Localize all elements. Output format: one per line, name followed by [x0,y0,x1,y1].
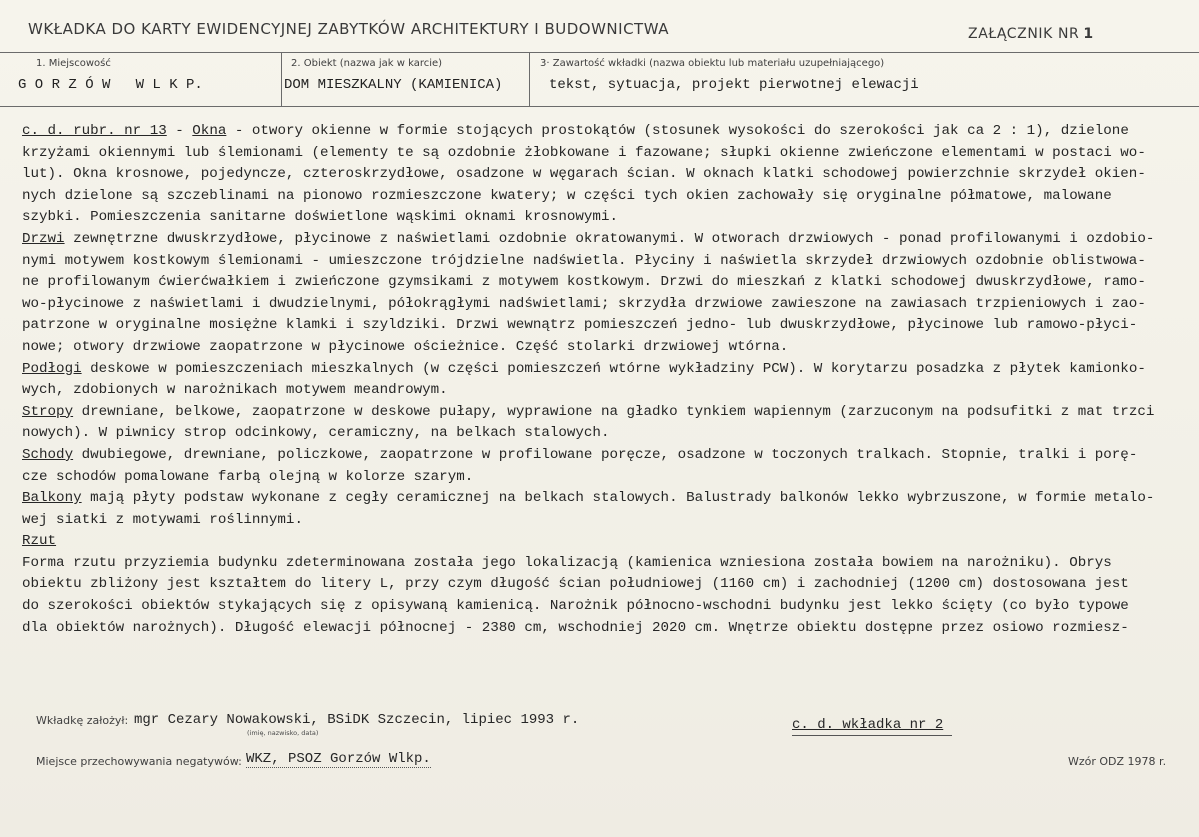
heading-podlogi: Podłogi [22,360,82,377]
object-label: 2. Obiekt (nazwa jak w karcie) [291,58,443,69]
field-divider-2 [529,52,530,106]
dash: - [166,123,193,139]
text-line: wej siatki z motywami roślinnymi. [22,511,303,528]
author-value: mgr Cezary Nowakowski, BSiDK Szczecin, lipiec 1993 r. [134,712,580,728]
form-title: WKŁADKA DO KARTY EWIDENCYJNEJ ZABYTKÓW ARCHITEKTURY I BUDOWNICTWA [28,20,669,38]
text-line: nymi motywem kostkowym ślemionami - umieszczone trójdzielne nadświetla. Płyciny i naświetla skrzydeł drzwiowych ozdobnie oblistwowa- [22,252,1146,269]
heading-stropy: Stropy [22,403,74,420]
annex-value: 1 [1083,26,1094,42]
text-line: ne profilowanym ćwierćwałkiem i zwieńczone gzymsikami z motywem kostkowym. Drzwi do mieszkań z klatki schodowej dwuskrzydłowe, ramo- [22,274,1146,291]
continuation-text: c. d. wkładka nr 2 [792,717,944,733]
text-line: szybki. Pomieszczenia sanitarne doświetlone wąskimi oknami krosnowymi. [22,209,618,226]
text-line [22,402,1182,424]
locality-value: G O R Z Ó W W L K P. [18,77,203,93]
text-line: nych dzielone są szczeblinami na pionowo rozmieszczone kwatery; w części tych okien zachowały się oryginalne półmatowe, malowane [22,187,1112,204]
field-divider-1 [281,52,282,106]
text-fragment: - otwory okienne w formie stojących prostokątów (stosunek wysokości do szerokości jak ca 2 : 1), dzielone [226,123,1129,139]
author-label: Wkładkę założył: [36,714,129,727]
text-line: cze schodów pomalowane farbą olejną w kolorze szarym. [22,468,474,485]
storage-value [246,751,431,767]
description-text [22,121,1182,639]
text-line [22,488,1182,510]
text-line: wych, zdobionych w narożnikach motywem meandrowym. [22,382,448,399]
text-line [22,359,1182,381]
storage-label: Miejsce przechowywania negatywów: [36,755,242,768]
text-fragment: drewniane, belkowe, zaopatrzone w deskowe pułapy, wyprawione na gładko tynkiem wapiennym (zarzuconym na podsufitki z mat trzci [73,403,1155,420]
text-line: lut). Okna krosnowe, pojedyncze, czteroskrzydłowe, osadzone w węgarach ścian. W oknach klatki schodowej powierzchnie skrzydeł okien- [22,166,1146,183]
storage-text: WKZ, PSOZ Gorzów Wlkp. [246,751,431,767]
header-rule-top [0,52,1199,53]
annex-number [968,26,1094,42]
text-fragment: mają płyty podstaw wykonane z cegły ceramicznej na belkach stalowych. Balustrady balkonów lekko wybrzuszone, w formie metalo- [81,490,1155,507]
author-caption: (imię, nazwisko, data) [247,729,319,737]
continuation-note [792,717,943,733]
text-line: krzyżami okiennymi lub ślemionami (elementy te są ozdobnie żłobkowane i fazowane; słupki okienne zwieńczone elementami w postaci wo- [22,144,1146,161]
content-label: 3· Zawartość wkładki (nazwa obiektu lub materiału uzupełniającego) [540,58,885,69]
text-line [22,121,1182,143]
text-line: obiektu zbliżony jest kształtem do litery L, przy czym długość ścian południowej (1160 cm) i zachodniej (1200 cm) dostosowana jest [22,576,1129,593]
text-line: dla obiektów narożnych). Długość elewacji północnej - 2380 cm, wschodniej 2020 cm. Wnętrze obiektu dostępne przez osiowo rozmiesz- [22,619,1129,636]
rubric-reference: c. d. rubr. nr 13 [22,123,167,139]
object-value: DOM MIESZKALNY (KAMIENICA) [284,77,503,93]
heading-balkony: Balkony [22,490,82,507]
text-fragment: dwubiegowe, drewniane, policzkowe, zaopatrzone w profilowane poręcze, osadzone w toczonych tralkach. Stopnie, tralki i porę- [73,446,1138,463]
content-value: tekst, sytuacja, projekt pierwotnej elewacji [549,77,919,93]
text-line: Forma rzutu przyziemia budynku zdeterminowana została jego lokalizacją (kamienica wzniesiona została bowiem na narożniku). Obrys [22,554,1112,571]
text-line [22,445,1182,467]
heading-okna: Okna [192,123,227,139]
text-line: wo-płycinowe z naświetlami i dwudzielnymi, półokrągłymi nadświetlami; skrzydła drzwiowe zawieszone na zawiasach trzpieniowych i zao- [22,295,1146,312]
continuation-rule [792,735,952,736]
text-line: do szerokości obiektów stykających się z opisywaną kamienicą. Narożnik północno-wschodni budynku jest lekko ścięty (co było typowe [22,598,1129,615]
text-fragment: deskowe w pomieszczeniach mieszkalnych (w części pomieszczeń wtórne wykładziny PCW). W korytarzu posadzka z płytek kamionko- [81,360,1146,377]
annex-label: ZAŁĄCZNIK NR [968,26,1080,42]
form-code: Wzór ODZ 1978 r. [1068,755,1167,768]
text-line: patrzone w oryginalne mosiężne klamki i szyldziki. Drzwi wewnątrz pomieszczeń jedno- lub dwuskrzydłowe, płycinowe lub ramowo-płyci- [22,317,1138,334]
heading-rzut: Rzut [22,533,57,550]
heading-schody: Schody [22,446,74,463]
text-line: nowych). W piwnicy strop odcinkowy, ceramiczny, na belkach stalowych. [22,425,610,442]
heading-drzwi: Drzwi [22,230,65,247]
text-line [22,229,1182,251]
text-line [22,531,1182,553]
text-fragment: zewnętrzne dwuskrzydłowe, płycinowe z naświetlami ozdobnie okratowanymi. W otworach drzwiowych - ponad profilowanymi i ozdobio- [64,230,1155,247]
locality-label: 1. Miejscowość [36,58,111,69]
header-rule-bottom [0,106,1199,107]
text-line: nowe; otwory drzwiowe zaopatrzone w płycinowe ościeżnice. Część stolarki drzwiowej wtórna. [22,338,789,355]
